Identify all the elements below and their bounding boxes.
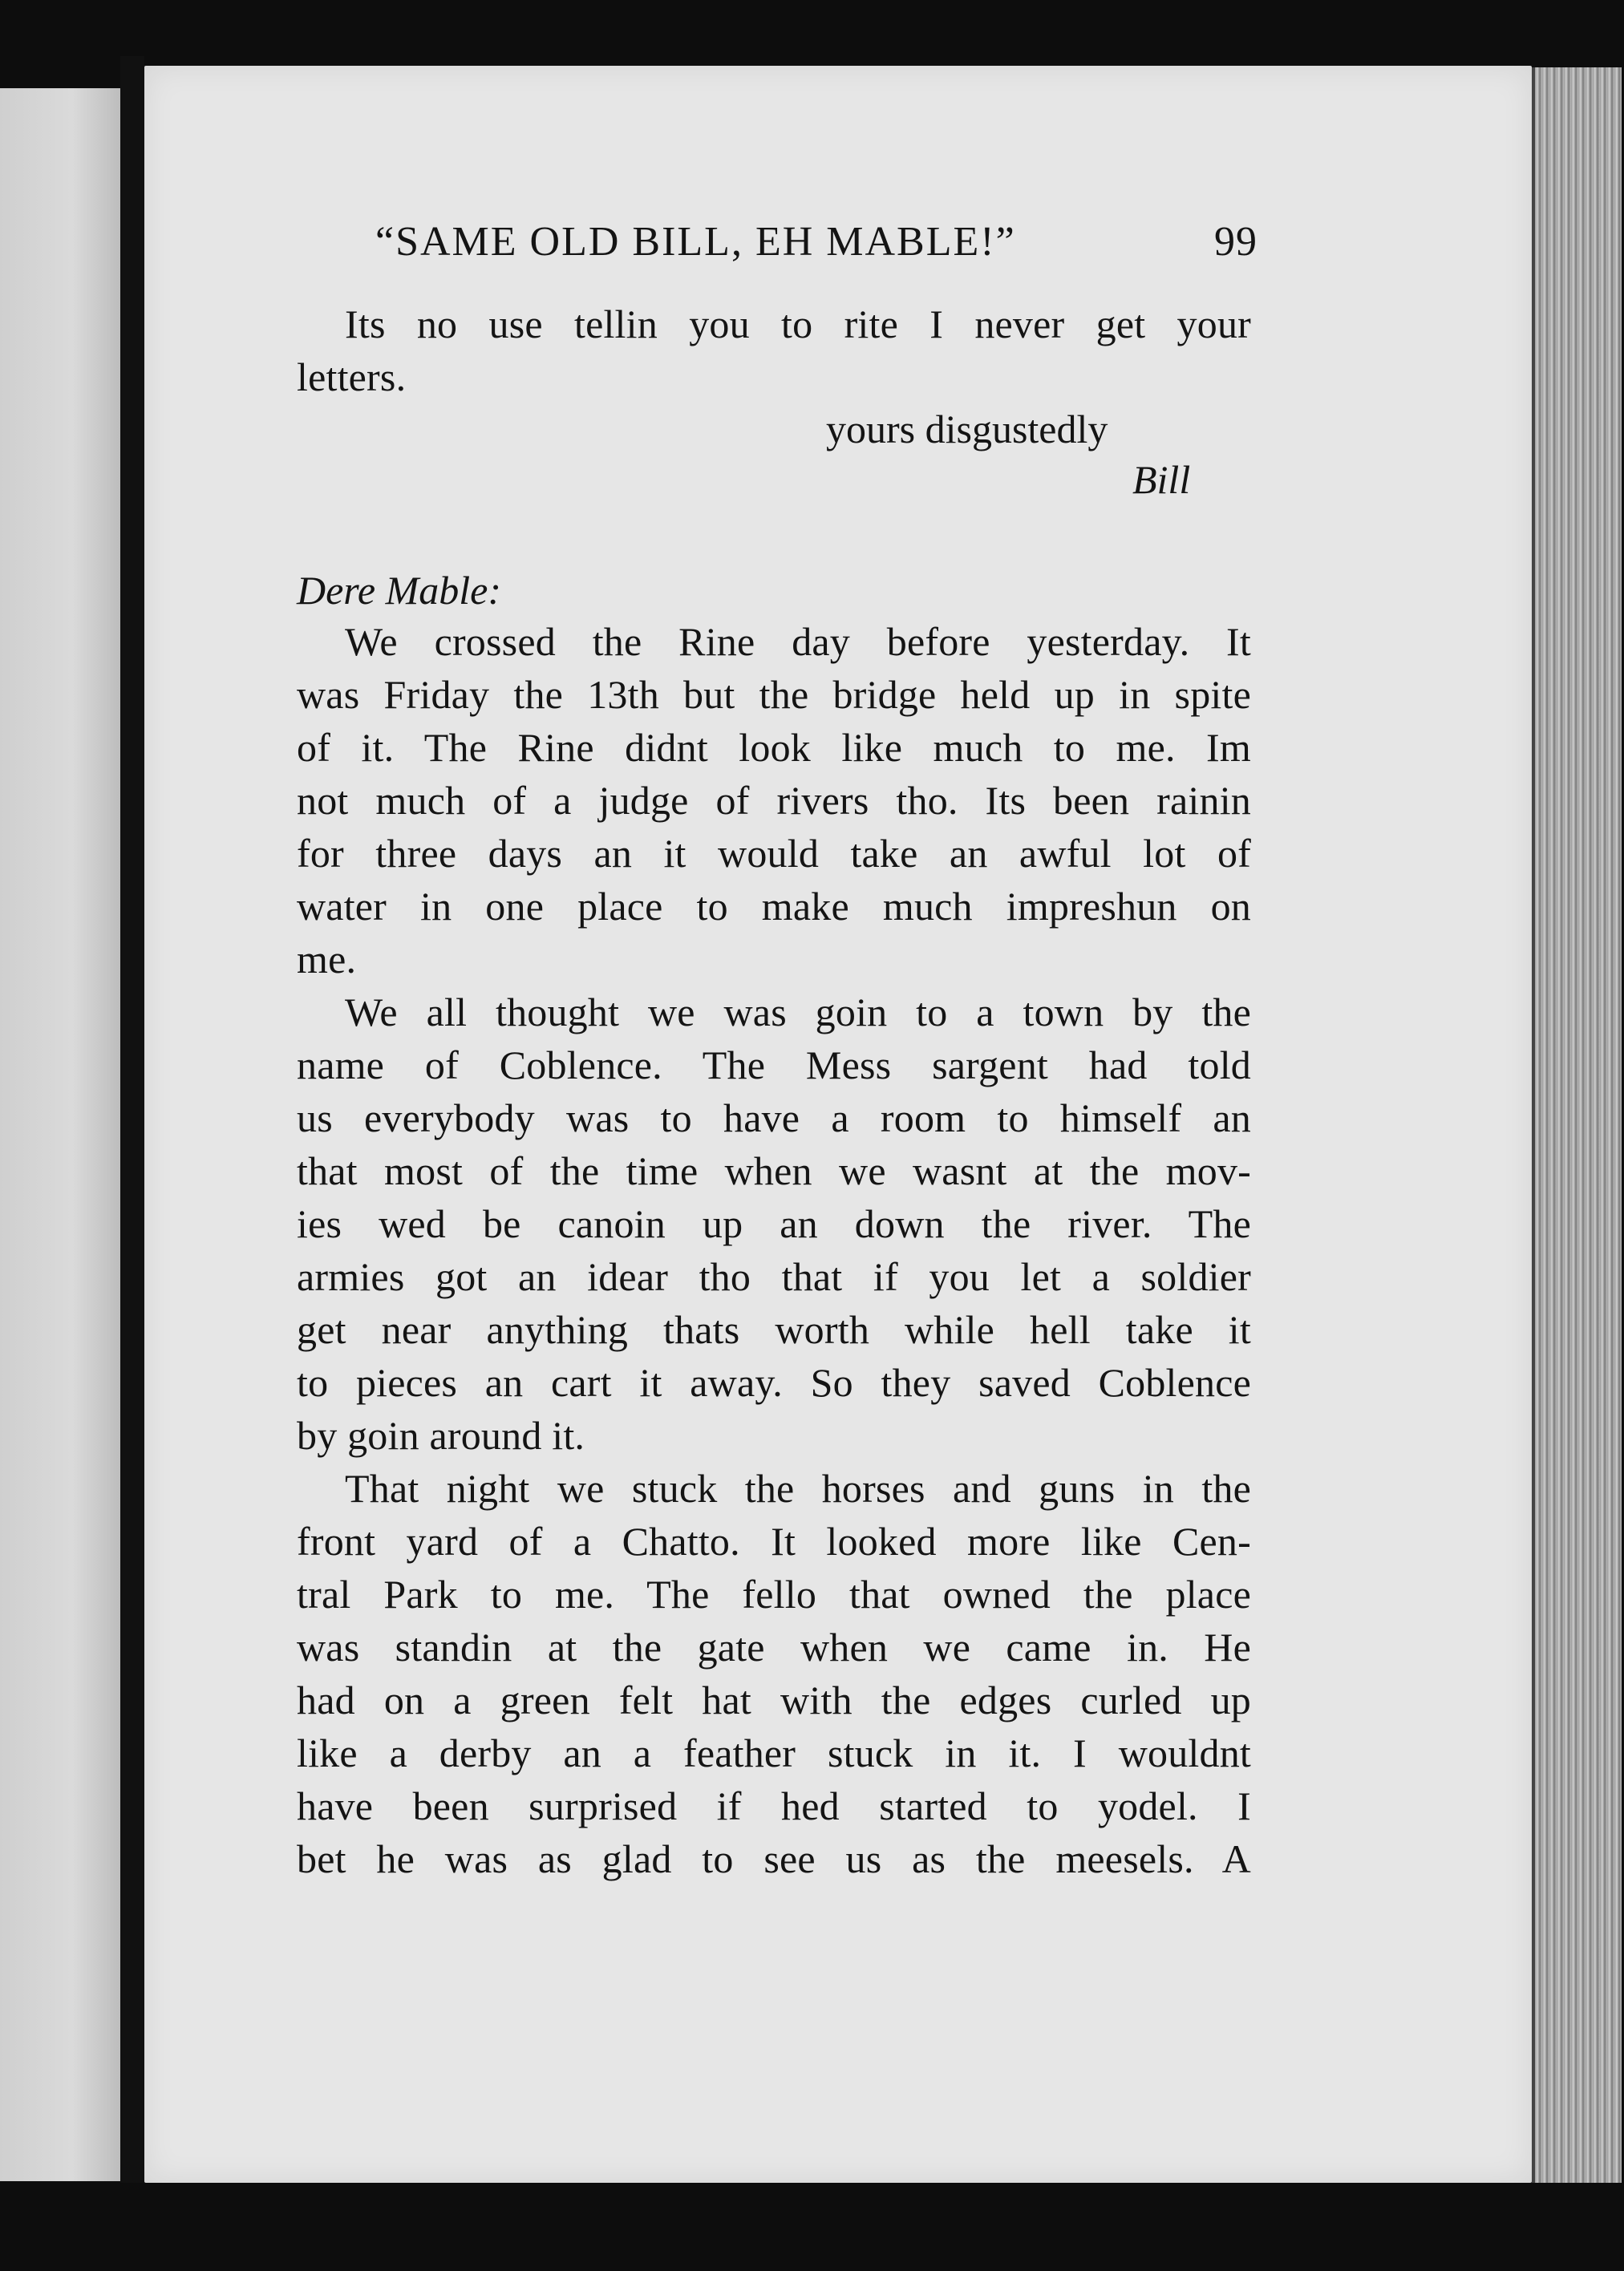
text-line: bet he was as glad to see us as the meesels. A (297, 1836, 1251, 1881)
text-line: That night we stuck the horses and guns in the (345, 1466, 1251, 1511)
text-line: that most of the time when we wasnt at the mov- (297, 1148, 1251, 1193)
text-line: for three days an it would take an awful lot of (297, 831, 1251, 876)
scan-border-bottom (120, 2183, 1624, 2271)
salutation: Dere Mable: (297, 568, 501, 613)
text-line: us everybody was to have a room to himself an (297, 1095, 1251, 1140)
text-line: front yard of a Chatto. It looked more like Cen- (297, 1519, 1251, 1564)
page-number: 99 (1214, 219, 1257, 265)
text-line: armies got an idear tho that if you let a soldier (297, 1254, 1251, 1299)
running-header (375, 218, 1257, 266)
text-line: name of Coblence. The Mess sargent had told (297, 1042, 1251, 1087)
text-line: tral Park to me. The fello that owned the place (297, 1572, 1251, 1617)
text-line: by goin around it. (297, 1413, 585, 1458)
text-line: Its no use tellin you to rite I never get your (345, 302, 1251, 346)
book-gutter (120, 56, 144, 2221)
text-line: ies wed be canoin up an down the river. The (297, 1201, 1251, 1246)
signature: Bill (1132, 457, 1191, 502)
facing-page-edge (0, 88, 120, 2181)
running-title: “SAME OLD BILL, EH MABLE!” (375, 219, 1016, 265)
text-line: of it. The Rine didnt look like much to me. Im (297, 725, 1251, 770)
closing: yours disgustedly (826, 407, 1108, 451)
text-line: get near anything thats worth while hell take it (297, 1307, 1251, 1352)
text-line: to pieces an cart it away. So they saved Coblence (297, 1360, 1251, 1405)
text-line: water in one place to make much impreshun on (297, 884, 1251, 929)
text-line: like a derby an a feather stuck in it. I wouldnt (297, 1731, 1251, 1775)
text-line: was Friday the 13th but the bridge held up in spite (297, 672, 1251, 717)
text-line: We all thought we was goin to a town by the (345, 990, 1251, 1034)
text-line: me. (297, 937, 357, 982)
scan-border-top (0, 0, 1624, 66)
text-line: We crossed the Rine day before yesterday. It (345, 619, 1251, 664)
text-line: had on a green felt hat with the edges curled up (297, 1678, 1251, 1722)
text-line: have been surprised if hed started to yodel. I (297, 1783, 1251, 1828)
text-line: was standin at the gate when we came in. He (297, 1625, 1251, 1670)
page-fore-edge (1532, 67, 1622, 2200)
text-line: not much of a judge of rivers tho. Its been rainin (297, 778, 1251, 823)
text-line: letters. (297, 354, 407, 399)
